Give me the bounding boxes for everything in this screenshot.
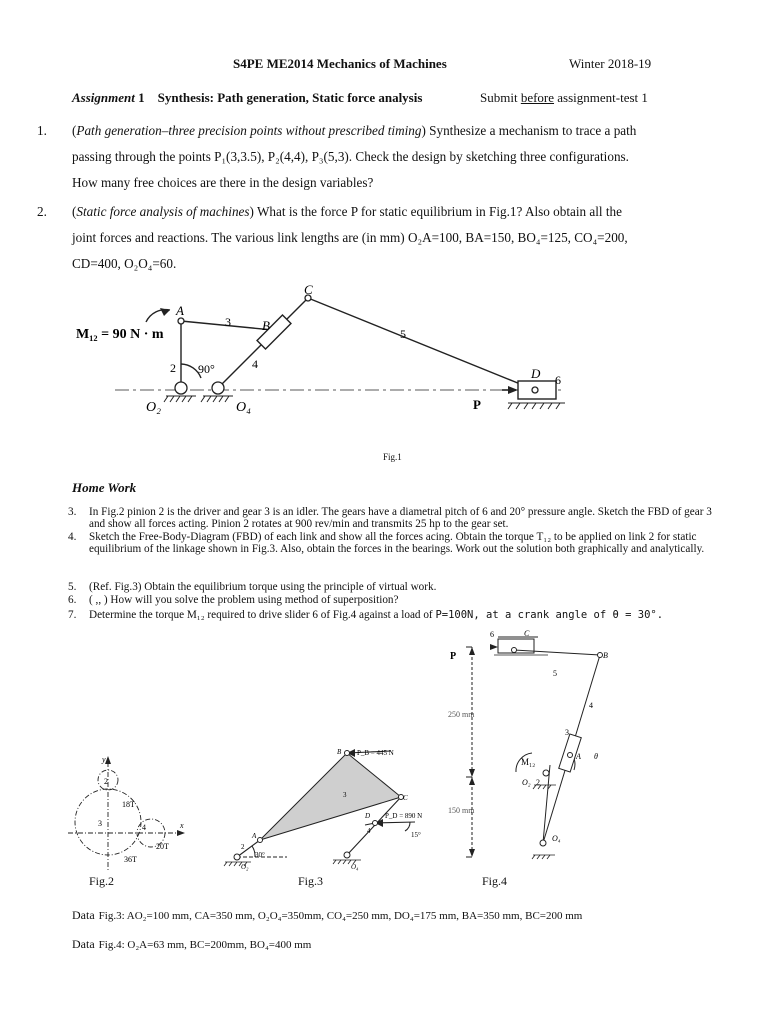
fig3-angle-30: 30° [255,851,265,859]
fig1-caption: Fig.1 [383,452,402,462]
fig2-y: y [102,755,106,764]
fig3-caption: Fig.3 [298,874,324,888]
fig4-label-C: C [524,629,530,638]
assignment-title: Synthesis: Path generation, Static force analysis [157,90,423,105]
hw-num-6: 6. [68,594,77,606]
fig4-link-3: 3 [565,728,569,737]
fig4-label-A: A [576,752,581,761]
fig4-label-P: P [450,651,457,662]
fig2-caption: Fig.2 [89,874,115,888]
fig3-label-D: D [365,812,371,820]
fig4-link-5: 5 [553,669,557,678]
data-fig4: Data Fig.4: O₂A=63 mm, BC=200mm, BO₄=400 mm [72,937,312,951]
fig3-linkage-diagram [215,745,435,875]
question-1: (Path generation–three precision points without prescribed timing) Synthesize a mechanism to trace a path passing through the points P₁(3,3.5), P₂(4,4), P₃(5,3). Check the design by sketching three configurations. How many free choices are there in the design variables? [72,123,637,190]
fig3-angle-15: 15° [411,831,421,839]
fig2-x: x [180,821,184,830]
q1-number: 1. [37,123,47,138]
hw-num-7: 7. [68,609,77,621]
fig1-linkage-diagram [60,278,580,423]
fig3-label-A: A [252,832,257,840]
fig1-angle: 90° [198,362,215,376]
fig1-link-4: 4 [252,357,258,371]
fig3-link-2: 2 [241,843,245,851]
fig4-label-O4: O₄ [552,834,561,843]
fig3-force-PD: P_D = 890 N [385,812,423,820]
fig1-link-2: 2 [170,361,176,375]
fig3-label-O4: O₄ [351,863,359,871]
fig2-gear-diagram [60,752,190,877]
hw-item-6: ( ,, ) How will you solve the problem using method of superposition? [89,594,399,606]
hw-num-5: 5. [68,581,77,593]
fig1-link-5: 5 [400,327,406,341]
fig4-dim-250: 250 mm [448,710,475,719]
fig4-caption: Fig.4 [482,874,508,888]
fig2-36T: 36T [124,855,137,864]
fig1-label-A: A [176,303,184,318]
assignment-line: Assignment 1 Synthesis: Path generation, Static force analysis [72,90,423,105]
fig1-moment-label: M₁₂ = 90 N · m [76,327,164,342]
submit-note: Submit before assignment-test 1 [480,90,648,105]
hw-item-5: (Ref. Fig.3) Obtain the equilibrium torque using the principle of virtual work. [89,581,437,593]
fig3-link-4: 4 [367,827,371,835]
term: Winter 2018-19 [569,56,652,71]
fig4-link-6: 6 [490,630,494,639]
fig4-link-2: 2 [536,778,540,787]
fig2-gear4: 4 [142,823,146,832]
fig1-label-D: D [531,366,541,381]
fig1-label-O2: O₂ [146,400,161,415]
fig1-label-O4: O₄ [236,400,251,415]
fig2-20T: 20T [156,842,169,851]
fig2-gear3: 3 [98,819,102,828]
fig4-moment: M₁₂ [521,757,536,767]
fig1-link-6: 6 [555,373,561,387]
hw-item-7: Determine the torque M₁₂ required to drive slider 6 of Fig.4 against a load of P=100N, at a crank angle of θ = 30°. [89,609,664,621]
fig1-label-B: B [262,318,270,333]
fig3-label-C: C [403,794,408,802]
data-fig3: Data Fig.3: AO₂=100 mm, CA=350 mm, O₂O₄=350mm, CO₄=250 mm, DO₄=175 mm, BA=350 mm, BC=200 mm [72,908,583,922]
homework-title: Home Work [72,480,137,495]
fig4-slider-linkage [448,625,638,865]
hw-num-4: 4. [68,531,77,543]
fig3-link-3: 3 [343,791,347,799]
hw-item-3: In Fig.2 pinion 2 is the driver and gear 3 is an idler. The gears have a diametral pitch of 6 and 20° pressure angle. Sketch the FBD of gear 3 and show all forces acting. Pinion 2 rotates at 900 rev/min and transmits 25 hp to the gear set. [89,506,712,531]
fig3-label-O2: O₂ [241,863,249,871]
hw-num-3: 3. [68,506,77,518]
fig1-label-C: C [304,282,313,297]
fig4-label-O2: O₂ [522,778,531,787]
fig4-link-4: 4 [589,701,593,710]
fig4-theta: θ [594,752,598,761]
fig3-label-B: B [337,748,342,756]
fig1-label-P: P [473,397,481,412]
fig2-18T: 18T [122,800,135,809]
fig3-force-PB: P_B = 445 N [357,749,394,757]
fig4-dim-150: 150 mm [448,806,475,815]
hw-item-4: Sketch the Free-Body-Diagram (FBD) of each link and show all the forces acing. Obtain the torque T₁₂ to be applied on link 2 for static equilibrium of the linkage shown in Fig.3. Also, obtain the forces in the bearings. Work out the solution both graphically and analytically. [89,531,705,556]
fig1-link-3: 3 [225,315,231,329]
q2-number: 2. [37,204,47,219]
fig4-label-B: B [603,651,608,660]
fig2-gear2: 2 [104,777,108,786]
course-title: S4PE ME2014 Mechanics of Machines [233,56,447,71]
question-2: (Static force analysis of machines) What is the force P for static equilibrium in Fig.1? Also obtain all the joint forces and reactions. The various link lengths are (in mm) O₂A=100, BA=150, BO₄=125, CO₄=200, CD=400, O₂O₄=60. [72,204,628,271]
